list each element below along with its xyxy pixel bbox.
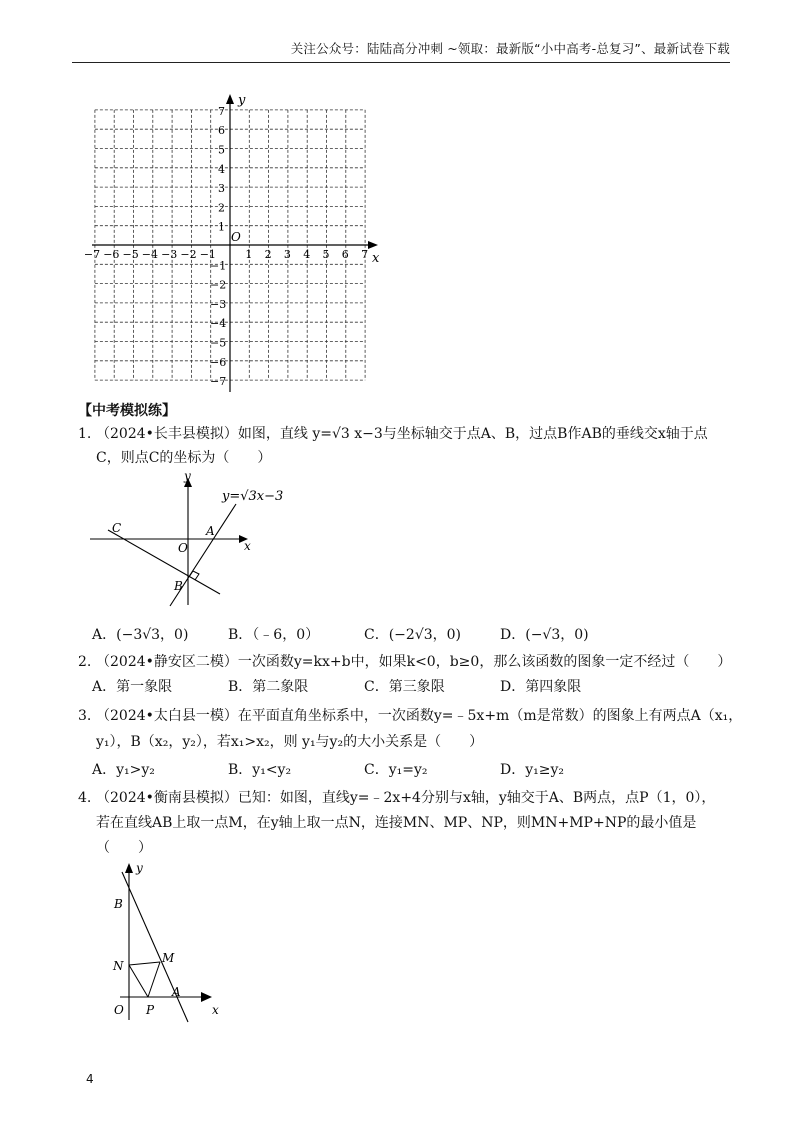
q2-number: 2. — [78, 654, 92, 670]
q1-option-a-letter: A． — [92, 627, 117, 643]
q2-option-a[interactable] — [92, 677, 172, 697]
grid-y-tick-label: −3 — [210, 297, 227, 311]
grid-x-tick-label: 1 — [245, 248, 253, 261]
q1-option-a-text: (−3√3，0) — [116, 627, 189, 643]
q4-label-n: N — [113, 959, 124, 973]
grid-x-tick-label: −4 — [141, 248, 159, 261]
q4-segment-np — [129, 965, 148, 997]
q3-option-c-letter: C． — [364, 762, 389, 778]
q3-option-d-text: y₁≥y₂ — [525, 762, 565, 778]
q4-line1: （2024•衡南县模拟）已知：如图，直线y=﹣2x+4分别与x轴，y轴交于A、B两点，点P（1，0）， — [96, 790, 716, 806]
q1-label-b: B — [174, 579, 183, 593]
q1-option-b[interactable] — [228, 625, 319, 645]
header-text: 关注公众号：陆陆高分冲刺 ~领取：最新版“小中高考-总复习”、最新试卷下载 — [290, 41, 730, 56]
q4-line2: 若在直线AB上取一点M，在y轴上取一点N，连接MN、MP、NP，则MN+MP+NP的最小值是 — [96, 815, 697, 831]
q2-option-a-text: 第一象限 — [116, 679, 173, 695]
q4-line-ab — [122, 872, 188, 1022]
grid-x-tick-label: −5 — [122, 248, 139, 261]
grid-origin-label: O — [231, 230, 241, 244]
q4-label-y: y — [136, 861, 143, 875]
q4-x-axis-arrow — [201, 992, 212, 1002]
grid-x-tick-label: −1 — [199, 248, 216, 261]
q1-label-o: O — [178, 541, 188, 555]
grid-y-tick-label: −6 — [210, 355, 227, 369]
q1-option-d[interactable] — [500, 625, 589, 645]
q1-number: 1. — [78, 426, 92, 442]
grid-x-tick-label: −2 — [180, 248, 197, 261]
q3-option-b-letter: B． — [228, 762, 253, 778]
q3-number: 3. — [78, 708, 92, 724]
q3-option-d-letter: D． — [500, 762, 526, 778]
q4-figure — [100, 858, 240, 1028]
q3-option-a-text: y₁>y₂ — [116, 762, 155, 778]
grid-x-tick-label: 4 — [303, 248, 311, 261]
grid-y-tick-label: 5 — [218, 143, 225, 157]
q3-option-d[interactable] — [500, 760, 564, 780]
q2-line1: （2024•静安区二模）一次函数y=kx+b中，如果k<0，b≥0，那么该函数的图象一定不经过（ ） — [96, 654, 732, 670]
q4-label-m: M — [162, 951, 175, 965]
q4-label-p: P — [146, 1003, 155, 1017]
grid-x-tick-label: 2 — [264, 248, 272, 261]
q1-option-c-letter: C． — [364, 627, 389, 643]
q1-label-c: C — [112, 521, 122, 535]
q1-option-d-letter: D． — [500, 627, 526, 643]
q2-option-a-letter: A． — [92, 679, 117, 695]
page-header — [72, 38, 730, 63]
q1-option-c-text: (−2√3，0) — [388, 627, 462, 643]
q1-figure — [88, 470, 308, 610]
q2-option-c[interactable] — [364, 677, 445, 697]
grid-x-tick-label: −6 — [103, 248, 120, 261]
q4-line3: （ ） — [96, 840, 152, 856]
q1-label-x: x — [244, 539, 251, 553]
grid-y-tick-label: −1 — [210, 259, 227, 273]
grid-y-axis-arrow — [226, 94, 234, 104]
q1-option-b-text: （﹣6，0） — [252, 627, 320, 643]
grid-y-tick-label: 6 — [218, 124, 225, 138]
grid-y-tick-label: −5 — [210, 336, 227, 350]
q4-segment-mp — [148, 962, 160, 997]
grid-x-tick-label: 5 — [322, 248, 330, 261]
q2-option-d-letter: D． — [500, 679, 526, 695]
grid-x-axis-label: x — [372, 251, 380, 266]
q3-option-b-text: y₁<y₂ — [252, 762, 292, 778]
grid-x-tick-label: 3 — [283, 248, 291, 261]
q2-option-b[interactable] — [228, 677, 308, 697]
q2-option-c-letter: C． — [364, 679, 389, 695]
q4-y-axis-arrow — [125, 863, 133, 873]
grid-y-tick-label: 3 — [218, 182, 225, 196]
q3-option-c-text: y₁=y₂ — [388, 762, 428, 778]
q4-label-x: x — [212, 1003, 219, 1017]
grid-y-tick-label: 1 — [218, 220, 225, 234]
grid-y-tick-label: 4 — [218, 162, 225, 176]
q2-option-d-text: 第四象限 — [525, 679, 582, 695]
q1-line1: （2024•长丰县模拟）如图，直线 y=√3 x−3与坐标轴交于点A、B，过点B作AB的垂线交x轴于点 — [96, 426, 708, 442]
q3-option-a[interactable] — [92, 760, 155, 780]
q1-equation-label: y=√3x−3 — [222, 489, 284, 504]
q1-option-d-text: (−√3，0) — [525, 627, 589, 643]
q3-option-b[interactable] — [228, 760, 291, 780]
page-number: 4 — [86, 1072, 94, 1086]
q1-line-bc — [108, 530, 220, 594]
grid-x-tick-label: 6 — [341, 248, 349, 261]
q1-line2: C，则点C的坐标为（ ） — [96, 450, 272, 466]
q3-line2: y₁），B（x₂，y₂），若x₁>x₂，则 y₁与y₂的大小关系是（ ） — [96, 734, 484, 750]
grid-x-tick-label: 7 — [361, 248, 369, 261]
q1-option-a[interactable] — [92, 625, 188, 645]
q3-option-a-letter: A． — [92, 762, 117, 778]
q4-label-o: O — [114, 1003, 124, 1017]
grid-y-tick-label: −2 — [210, 278, 227, 292]
q2-option-b-text: 第二象限 — [252, 679, 309, 695]
grid-y-tick-label: 7 — [218, 104, 225, 118]
grid-x-tick-label: −7 — [83, 248, 101, 261]
grid-x-tick-label: −3 — [161, 248, 178, 261]
section-title: 【中考模拟练】 — [78, 403, 176, 419]
q4-segment-nm — [129, 962, 160, 965]
coordinate-grid-figure — [83, 92, 388, 397]
q2-option-c-text: 第三象限 — [388, 679, 445, 695]
grid-x-axis-arrow — [368, 241, 378, 249]
q1-option-c[interactable] — [364, 625, 461, 645]
q4-label-a: A — [172, 985, 181, 999]
grid-y-tick-label: −7 — [210, 375, 227, 389]
q2-option-b-letter: B． — [228, 679, 253, 695]
q1-label-y: y — [184, 469, 191, 483]
q3-line1: （2024•太白县一模）在平面直角坐标系中，一次函数y=﹣5x+m（m是常数）的图象上有两点A（x₁， — [96, 708, 743, 724]
q4-label-b: B — [114, 897, 123, 911]
grid-y-tick-label: −4 — [210, 317, 227, 331]
q1-label-a: A — [206, 524, 215, 538]
grid-y-axis-label: y — [238, 93, 246, 108]
q2-option-d[interactable] — [500, 677, 581, 697]
grid-y-tick-label: 2 — [218, 201, 225, 215]
q1-option-b-letter: B． — [228, 627, 253, 643]
q3-option-c[interactable] — [364, 760, 428, 780]
q4-number: 4. — [78, 790, 92, 806]
